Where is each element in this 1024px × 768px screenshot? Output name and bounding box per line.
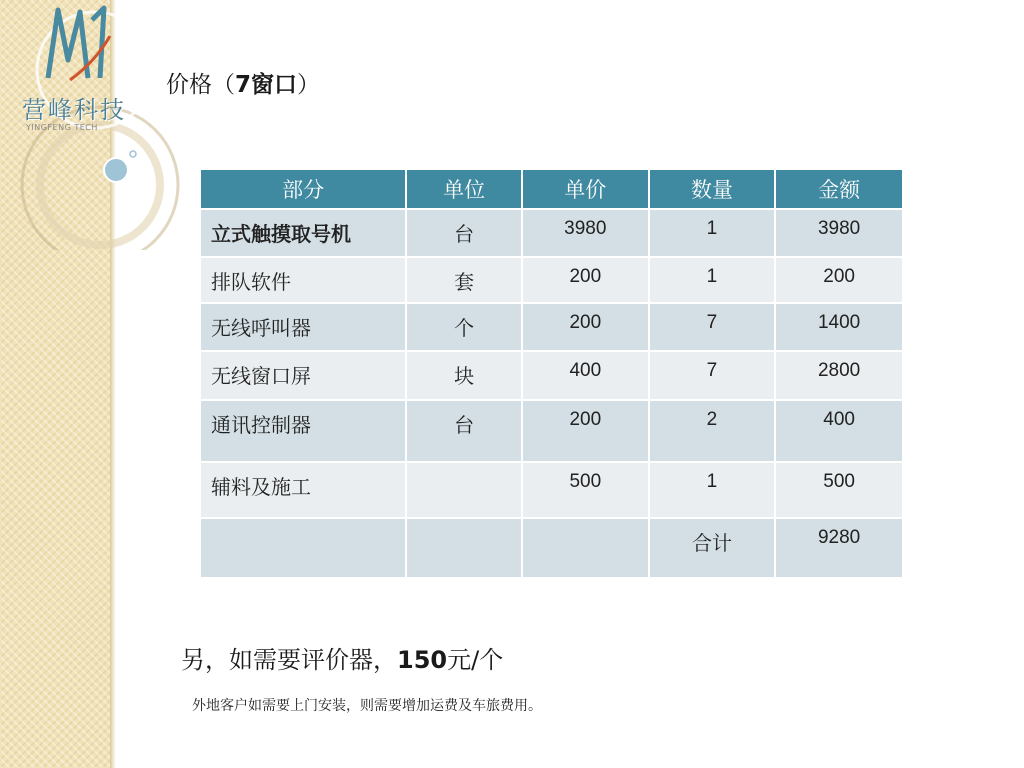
- cell-price: 200: [522, 400, 649, 462]
- total-amount: 9280: [775, 518, 903, 578]
- header-part: 部分: [200, 169, 406, 209]
- cell-empty: [406, 518, 522, 578]
- table-row: [200, 400, 903, 462]
- cell-empty: [200, 518, 406, 578]
- note-suffix: 元/个: [447, 646, 504, 674]
- table-row: [200, 257, 903, 303]
- table-row: [200, 462, 903, 518]
- table-row: [200, 303, 903, 351]
- cell-unit: 个: [406, 303, 522, 351]
- company-logo: [0, 0, 180, 250]
- cell-unit: [406, 462, 522, 518]
- cell-unit: 台: [406, 209, 522, 257]
- cell-price: 400: [522, 351, 649, 400]
- cell-price: 200: [522, 303, 649, 351]
- total-row: [200, 518, 903, 578]
- note-prefix: 另，如需要评价器，: [181, 646, 397, 674]
- cell-unit: 块: [406, 351, 522, 400]
- cell-quantity: 2: [649, 400, 776, 462]
- evaluator-price-note: [181, 640, 503, 675]
- title-suffix: ）: [297, 72, 321, 98]
- total-label: 合计: [649, 518, 776, 578]
- cell-unit: 套: [406, 257, 522, 303]
- price-table: [199, 168, 904, 579]
- header-unit: 单位: [406, 169, 522, 209]
- cell-quantity: 1: [649, 209, 776, 257]
- cell-amount: 1400: [775, 303, 903, 351]
- cell-price: 500: [522, 462, 649, 518]
- cell-amount: 200: [775, 257, 903, 303]
- table-header-row: [200, 169, 903, 209]
- cell-item: 辅料及施工: [200, 462, 406, 518]
- table-row: [200, 351, 903, 400]
- cell-amount: 400: [775, 400, 903, 462]
- table-row: [200, 209, 903, 257]
- header-unit-price: 单价: [522, 169, 649, 209]
- cell-quantity: 7: [649, 303, 776, 351]
- cell-item: 立式触摸取号机: [200, 209, 406, 257]
- cell-amount: 2800: [775, 351, 903, 400]
- cell-item: 通讯控制器: [200, 400, 406, 462]
- cell-item: 无线呼叫器: [200, 303, 406, 351]
- cell-unit: 台: [406, 400, 522, 462]
- cell-amount: 3980: [775, 209, 903, 257]
- cell-price: 200: [522, 257, 649, 303]
- cell-empty: [522, 518, 649, 578]
- note-number: 150: [397, 646, 448, 674]
- logo-subtitle: YINGFENG TECH: [26, 123, 98, 132]
- title-prefix: 价格（: [166, 72, 235, 98]
- cell-quantity: 7: [649, 351, 776, 400]
- installation-note: 外地客户如需要上门安装，则需要增加运费及车旅费用。: [192, 698, 542, 714]
- header-quantity: 数量: [649, 169, 776, 209]
- page-title: [166, 66, 320, 99]
- header-amount: 金额: [775, 169, 903, 209]
- title-emphasis: 7窗口: [235, 72, 298, 98]
- cell-quantity: 1: [649, 462, 776, 518]
- cell-item: 无线窗口屏: [200, 351, 406, 400]
- cell-price: 3980: [522, 209, 649, 257]
- logo-text: 营峰科技: [22, 96, 126, 124]
- cell-item: 排队软件: [200, 257, 406, 303]
- cell-amount: 500: [775, 462, 903, 518]
- cell-quantity: 1: [649, 257, 776, 303]
